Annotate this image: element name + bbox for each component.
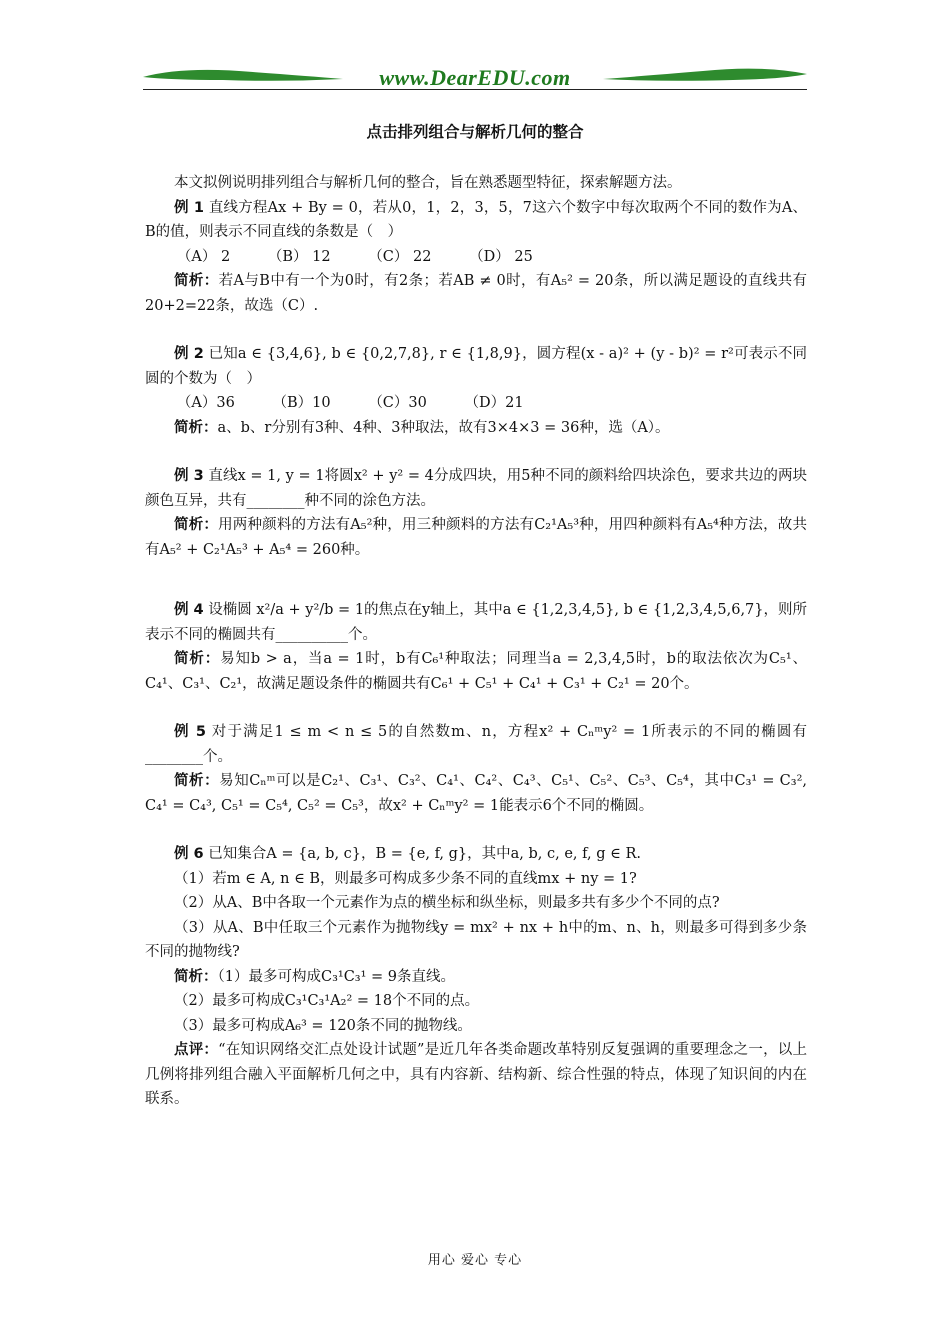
analysis-text: 用两种颜料的方法有A₅²种，用三种颜料的方法有C₂¹A₅³种，用四种颜料有A₅⁴种方法，故共有A₅² + C₂¹A₅³ + A₅⁴ = 260种。 <box>145 517 807 558</box>
example-text: 对于满足1 ≤ m < n ≤ 5的自然数m、n，方程x² + Cₙᵐy² = 1所表示的不同的椭圆有________个。 <box>145 724 808 765</box>
example-text: 直线x = 1, y = 1将圆x² + y² = 4分成四块，用5种不同的颜料给四块涂色，要求共边的两块颜色互异，共有________种不同的涂色方法。 <box>145 468 808 509</box>
example-label: 例 6 <box>174 846 204 862</box>
analysis-label: 简析： <box>174 968 218 985</box>
example-text: 已知集合A = {a, b, c}，B = {e, f, g}，其中a, b, c, e, f, g ∈ R. <box>208 846 641 862</box>
example-text: 直线方程Ax + By = 0，若从0，1，2，3，5，7这六个数字中每次取两个不同的数作为A、B的值，则表示不同直线的条数是（ ） <box>145 199 808 240</box>
page-footer: 用心 爱心 专心 <box>427 1253 523 1268</box>
choice-b: （B） 12 <box>267 248 331 265</box>
example-6-analysis <box>145 965 807 990</box>
header-rule <box>143 89 807 90</box>
example-5-analysis <box>145 769 807 818</box>
analysis-label: 简析： <box>174 273 219 289</box>
choice-d: （D）21 <box>464 395 524 411</box>
example-6-sub-1: （1）若m ∈ A, n ∈ B，则最多可构成多少条不同的直线mx + ny = 1? <box>174 870 637 887</box>
example-4-analysis <box>145 647 807 696</box>
example-6-problem <box>145 842 807 867</box>
example-6-analysis-line-2: （2）最多可构成C₃¹C₃¹A₂² = 18个不同的点。 <box>174 993 480 1009</box>
example-2-problem <box>145 342 807 391</box>
analysis-label: 简析： <box>174 419 218 436</box>
example-text: 设椭圆 x²/a + y²/b = 1的焦点在y轴上，其中a ∈ {1,2,3,4,5}, b ∈ {1,2,3,4,5,6,7}，则所表示不同的椭圆共有__________个。 <box>145 602 808 643</box>
analysis-label: 简析： <box>174 651 221 667</box>
intro-paragraph: 本文拟例说明排列组合与解析几何的整合，旨在熟悉题型特征，探索解题方法。 <box>174 175 682 191</box>
example-1-choices <box>145 245 807 270</box>
analysis-line-1: （1）最多可构成C₃¹C₃¹ = 9条直线。 <box>217 968 456 985</box>
example-label: 例 5 <box>174 724 206 740</box>
comment-paragraph <box>145 1038 807 1112</box>
example-5-problem <box>145 720 807 769</box>
example-6-analysis-line-3: （3）最多可构成A₆³ = 120条不同的抛物线。 <box>174 1017 472 1034</box>
page-title: 点击排列组合与解析几何的整合 <box>366 123 584 141</box>
example-label: 例 2 <box>174 346 204 362</box>
choice-c: （C） 22 <box>368 248 432 265</box>
brand-logo: www.DearEDU.com <box>379 65 571 90</box>
choice-d: （D） 25 <box>469 248 533 265</box>
example-1-problem <box>145 196 807 245</box>
example-4-problem <box>145 598 807 647</box>
choice-c: （C）30 <box>368 395 427 411</box>
example-6-sub-3: （3）从A、B中任取三个元素作为抛物线y = mx² + nx + h中的m、n、h，则最多可得到多少条不同的抛物线? <box>145 919 807 960</box>
example-label: 例 4 <box>174 602 204 618</box>
analysis-text: 易知b > a，当a = 1时，b有C₆¹种取法；同理当a = 2,3,4,5时，b的取法依次为C₅¹、C₄¹、C₃¹、C₂¹，故满足题设条件的椭圆共有C₆¹ + C₅¹ + C₄¹ + C₃¹ + C₂¹ = 20个。 <box>145 651 808 692</box>
choice-a: （A）36 <box>176 395 235 411</box>
example-3-analysis <box>145 513 807 562</box>
example-label: 例 3 <box>174 468 204 484</box>
comment-text: “在知识网络交汇点处设计试题”是近几年各类命题改革特别反复强调的重要理念之一，以上几例将排列组合融入平面解析几何之中，具有内容新、结构新、综合性强的特点，体现了知识间的内在联系。 <box>145 1042 807 1107</box>
page-header <box>143 62 807 92</box>
document-body <box>145 171 807 1112</box>
choice-a: （A） 2 <box>176 248 231 265</box>
analysis-label: 简析： <box>174 773 220 789</box>
analysis-label: 简析： <box>174 517 219 533</box>
example-6-sub-2: （2）从A、B中各取一个元素作为点的横坐标和纵坐标，则最多共有多少个不同的点? <box>174 895 720 911</box>
analysis-text: 易知Cₙᵐ可以是C₂¹、C₃¹、C₃²、C₄¹、C₄²、C₄³、C₅¹、C₅²、C₅³、C₅⁴，其中C₃¹ = C₃², C₄¹ = C₄³, C₅¹ = C₅⁴, C₅² = C₅³，故x² + Cₙᵐy² = 1能表示6个不同的椭圆。 <box>145 773 808 814</box>
analysis-text: 若A与B中有一个为0时，有2条；若AB ≠ 0时，有A₅² = 20条，所以满足题设的直线共有20+2=22条，故选（C）. <box>145 273 807 314</box>
example-text: 已知a ∈ {3,4,6}, b ∈ {0,2,7,8}, r ∈ {1,8,9}，圆方程(x - a)² + (y - b)² = r²可表示不同圆的个数为（ ） <box>145 346 808 387</box>
example-label: 例 1 <box>174 199 205 216</box>
comment-label: 点评： <box>174 1042 219 1058</box>
example-1-analysis <box>145 269 807 318</box>
analysis-text: a、b、r分别有3种、4种、3种取法，故有3×4×3 = 36种，选（A）。 <box>217 419 670 436</box>
example-2-analysis <box>145 416 807 441</box>
example-3-problem <box>145 464 807 513</box>
choice-b: （B）10 <box>272 395 331 411</box>
example-2-choices <box>145 391 807 416</box>
